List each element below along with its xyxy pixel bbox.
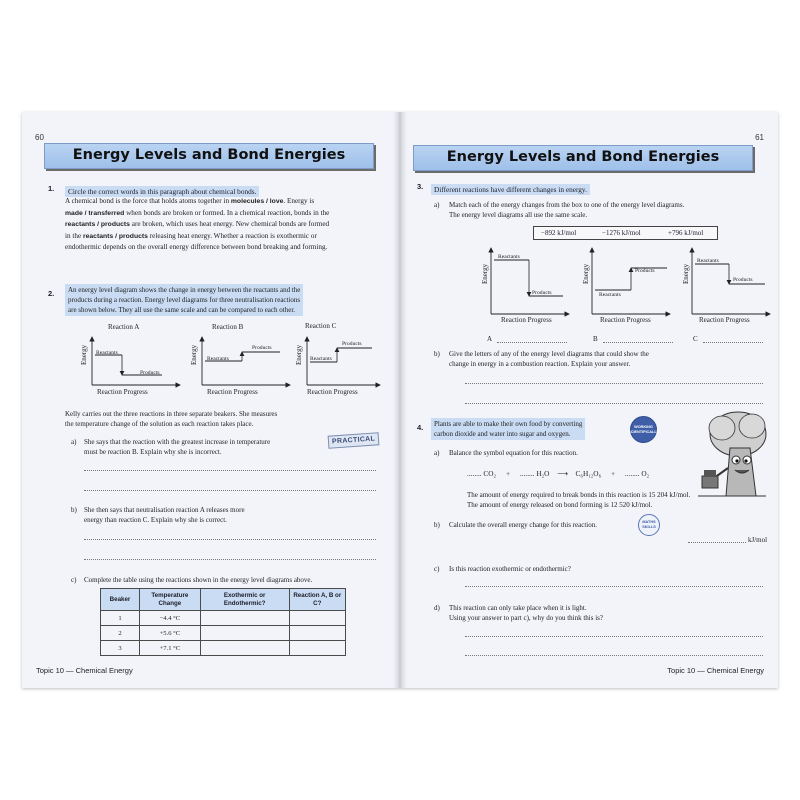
diagram-reaction-a [92,337,180,385]
page-title: Energy Levels and Bond Energies [446,149,720,165]
open-workbook [22,112,778,688]
circle-choice[interactable]: reactants / products [65,221,130,228]
answer-cell[interactable] [200,626,289,641]
question-number: 4. [417,423,424,432]
energy-facts: The amount of energy required to break bonds in this reaction is 15 204 kJ/mol. The amount of energy released on bond forming is 12 520 kJ/mol. [467,491,691,509]
diagram-letter: A [487,335,493,343]
y-axis-label: Energy [295,344,303,365]
table-row: 2 +5.6 °C [101,626,346,641]
reaction-arrow: ⟶ [557,469,568,478]
answer-line[interactable] [84,539,376,540]
practical-badge: PRACTICAL [328,432,380,449]
coefficient-blank[interactable]: ........ [519,469,535,478]
part-label: b) [434,521,440,529]
diagram-title: Reaction B [212,323,244,331]
products-label: Products [532,290,552,296]
answer-cell[interactable] [200,641,289,656]
table-row: 3 +7.1 °C [101,641,346,656]
left-page [22,112,399,688]
part-b-text: Give the letters of any of the energy level diagrams that could show the change in energy in a combustion reaction. Explain your answer. [449,350,649,368]
page-number: 61 [755,133,764,142]
part-d-text: This reaction can only take place when it is light. Using your answer to part c), why do you think this is? [449,604,603,622]
part-a-text: Match each of the energy changes from the box to one of the energy level diagrams. The energy level diagrams all use the same scale. [449,201,685,219]
part-label: a) [434,449,440,457]
page-number: 60 [35,133,44,142]
answer-line[interactable] [465,586,763,587]
part-label: b) [434,350,440,358]
products-label: Products [342,341,362,347]
diagram-title: Reaction C [305,322,337,330]
reactants-label: Reactants [207,356,229,362]
x-axis-label: Reaction Progress [600,316,651,324]
unit-label: kJ/mol [748,536,768,544]
answer-cell[interactable] [289,626,345,641]
right-page [401,112,778,688]
energy-value-option[interactable]: −1276 kJ/mol [602,229,641,237]
book-spine-shadow [393,112,407,688]
question-number: 1. [48,184,55,193]
part-a-text: Balance the symbol equation for this reaction. [449,449,578,457]
working-scientifically-badge: WORKING SCIENTIFICALLY [630,416,657,443]
answer-line[interactable] [84,490,376,491]
answer-blank[interactable] [603,342,673,343]
page-footer: Topic 10 — Chemical Energy [667,666,764,675]
reactants-label: Reactants [96,350,118,356]
products-label: Products [140,370,160,376]
q1-paragraph: A chemical bond is the force that holds atoms together in molecules / love. Energy is made / transferred when bonds are broken or formed. In a chemical reaction, bonds in the reactants / products are broken, which uses heat energy. New chemical bonds are formed in the reactants / products releasing heat energy. Whether a reaction is exothermic or endothermic depends on the overall energy difference between bond breaking and forming. [65,197,330,251]
page-title-bar [44,143,374,169]
question-prompt: An energy level diagram shows the change in energy between the reactants and the products during a reaction. Energy level diagrams for three neutralisation reactions are shown below. They all use the same scale and can be compared to each other. [65,284,303,316]
answer-blank[interactable] [688,542,746,543]
part-b-text: She then says that neutralisation reaction A releases more energy than reaction C. Explain why she is correct. [84,506,245,524]
answer-line[interactable] [84,470,376,471]
page-title-bar [413,145,753,171]
results-table: Beaker Temperature Change Exothermic or Endothermic? Reaction A, B or C? 1 −4.4 °C 2 +5.6 °C 3 +7.1 °C [100,588,346,656]
answer-line[interactable] [465,655,763,656]
x-axis-label: Reaction Progress [307,388,358,396]
products-label: Products [733,277,753,283]
question-prompt: Plants are able to make their own food by converting carbon dioxide and water into sugar and oxygen. [431,418,585,440]
diagram-title: Reaction A [108,323,140,331]
q2-intro: Kelly carries out the three reactions in three separate beakers. She measures the temperature change of the solution as each reaction takes place. [65,410,278,428]
energy-value-option[interactable]: −892 kJ/mol [541,229,577,237]
part-a-text: She says that the reaction with the greatest increase in temperature must be reaction B. Explain why she is incorrect. [84,438,271,456]
part-c-text: Complete the table using the reactions shown in the energy level diagrams above. [84,576,313,584]
y-axis-label: Energy [190,344,198,365]
page-footer: Topic 10 — Chemical Energy [36,666,133,675]
answer-line[interactable] [84,559,376,560]
x-axis-label: Reaction Progress [501,316,552,324]
diagram-b [592,248,670,314]
maths-skills-badge: MATHS SKILLS [638,514,660,536]
part-label: d) [434,604,440,612]
part-label: b) [71,506,77,514]
reactants-label: Reactants [498,254,520,260]
part-b-text: Calculate the overall energy change for this reaction. [449,521,597,529]
answer-cell[interactable] [289,611,345,626]
products-label: Products [252,345,272,351]
question-number: 3. [417,182,424,191]
reactants-label: Reactants [310,356,332,362]
question-prompt: Different reactions have different changes in energy. [431,179,590,197]
energy-change-box [533,226,718,240]
answer-line[interactable] [465,636,763,637]
y-axis-label: Energy [80,344,88,365]
table-row: 1 −4.4 °C [101,611,346,626]
answer-blank[interactable] [703,342,763,343]
circle-choice[interactable]: made / transferred [65,209,125,217]
reactants-label: Reactants [599,292,621,298]
answer-blank[interactable] [497,342,567,343]
part-label: c) [434,565,440,573]
part-label: a) [71,438,77,446]
circle-choice[interactable]: reactants / products [82,232,148,240]
x-axis-label: Reaction Progress [699,316,750,324]
question-prompt: Circle the correct words in this paragraph about chemical bonds. [65,181,259,199]
x-axis-label: Reaction Progress [97,388,148,396]
part-c-text: Is this reaction exothermic or endothermic? [449,565,571,573]
products-label: Products [635,268,655,274]
diagram-letter: B [593,335,598,343]
y-axis-label: Energy [481,263,489,284]
page-title: Energy Levels and Bond Energies [72,147,346,163]
answer-cell[interactable] [289,641,345,656]
part-label: c) [71,576,77,584]
x-axis-label: Reaction Progress [207,388,258,396]
circle-choice[interactable]: molecules / love [230,198,284,205]
y-axis-label: Energy [582,263,590,284]
part-label: a) [434,201,440,209]
answer-line[interactable] [465,403,763,404]
coefficient-blank[interactable]: ........ [467,469,482,478]
coefficient-blank[interactable]: ........ [624,469,640,478]
symbol-equation: ........ CO₂ + ........ H₂O ⟶ C₆H₁₂O₆ + ........ O₂ [467,469,650,478]
y-axis-label: Energy [682,263,690,284]
reactants-label: Reactants [697,258,719,264]
question-number: 2. [48,289,55,298]
answer-line[interactable] [465,383,763,384]
energy-value-option[interactable]: +796 kJ/mol [668,229,704,237]
diagram-letter: C [693,335,698,343]
answer-cell[interactable] [200,611,289,626]
